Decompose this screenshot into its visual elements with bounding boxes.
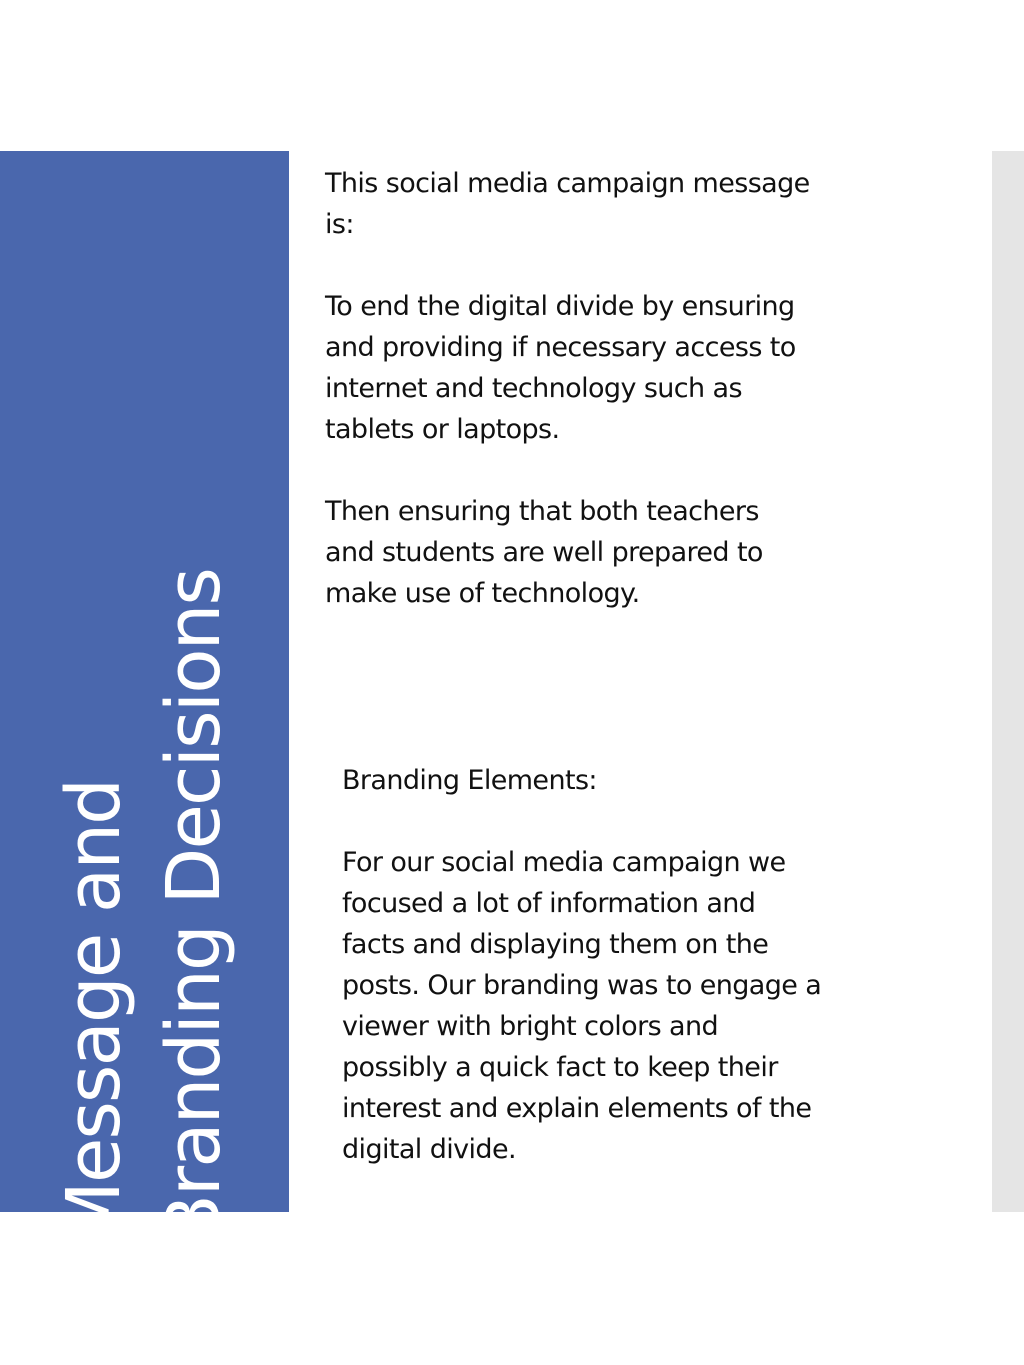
branding-line-7: interest and explain elements of the	[342, 1093, 812, 1124]
branding-line-1: For our social media campaign we	[342, 847, 786, 878]
message-followup-line-3: make use of technology.	[325, 578, 640, 609]
message-goal-line-4: tablets or laptops.	[325, 414, 560, 445]
branding-heading: Branding Elements:	[342, 765, 597, 796]
paragraph-spacer	[342, 801, 902, 842]
message-text-block	[325, 163, 885, 614]
branding-line-5: viewer with bright colors and	[342, 1011, 719, 1042]
branding-line-3: facts and displaying them on the	[342, 929, 769, 960]
right-edge-strip	[992, 151, 1024, 1212]
title-sidebar	[0, 151, 289, 1245]
message-followup-line-1: Then ensuring that both teachers	[325, 496, 759, 527]
message-goal-line-2: and providing if necessary access to	[325, 332, 796, 363]
slide-title-line-1: Message and	[51, 779, 137, 1245]
branding-line-8: digital divide.	[342, 1134, 516, 1165]
message-intro-line-1: This social media campaign message	[325, 168, 810, 199]
slide-title-line-2: Branding Decisions	[151, 569, 237, 1245]
message-intro-line-2: is:	[325, 209, 354, 240]
branding-text-block	[342, 760, 902, 1170]
message-goal-line-3: internet and technology such as	[325, 373, 742, 404]
branding-line-4: posts. Our branding was to engage a	[342, 970, 822, 1001]
slide-title	[44, 485, 244, 1245]
paragraph-spacer	[325, 450, 885, 491]
paragraph-spacer	[325, 245, 885, 286]
branding-line-2: focused a lot of information and	[342, 888, 756, 919]
message-followup-line-2: and students are well prepared to	[325, 537, 763, 568]
message-goal-line-1: To end the digital divide by ensuring	[325, 291, 795, 322]
branding-line-6: possibly a quick fact to keep their	[342, 1052, 778, 1083]
